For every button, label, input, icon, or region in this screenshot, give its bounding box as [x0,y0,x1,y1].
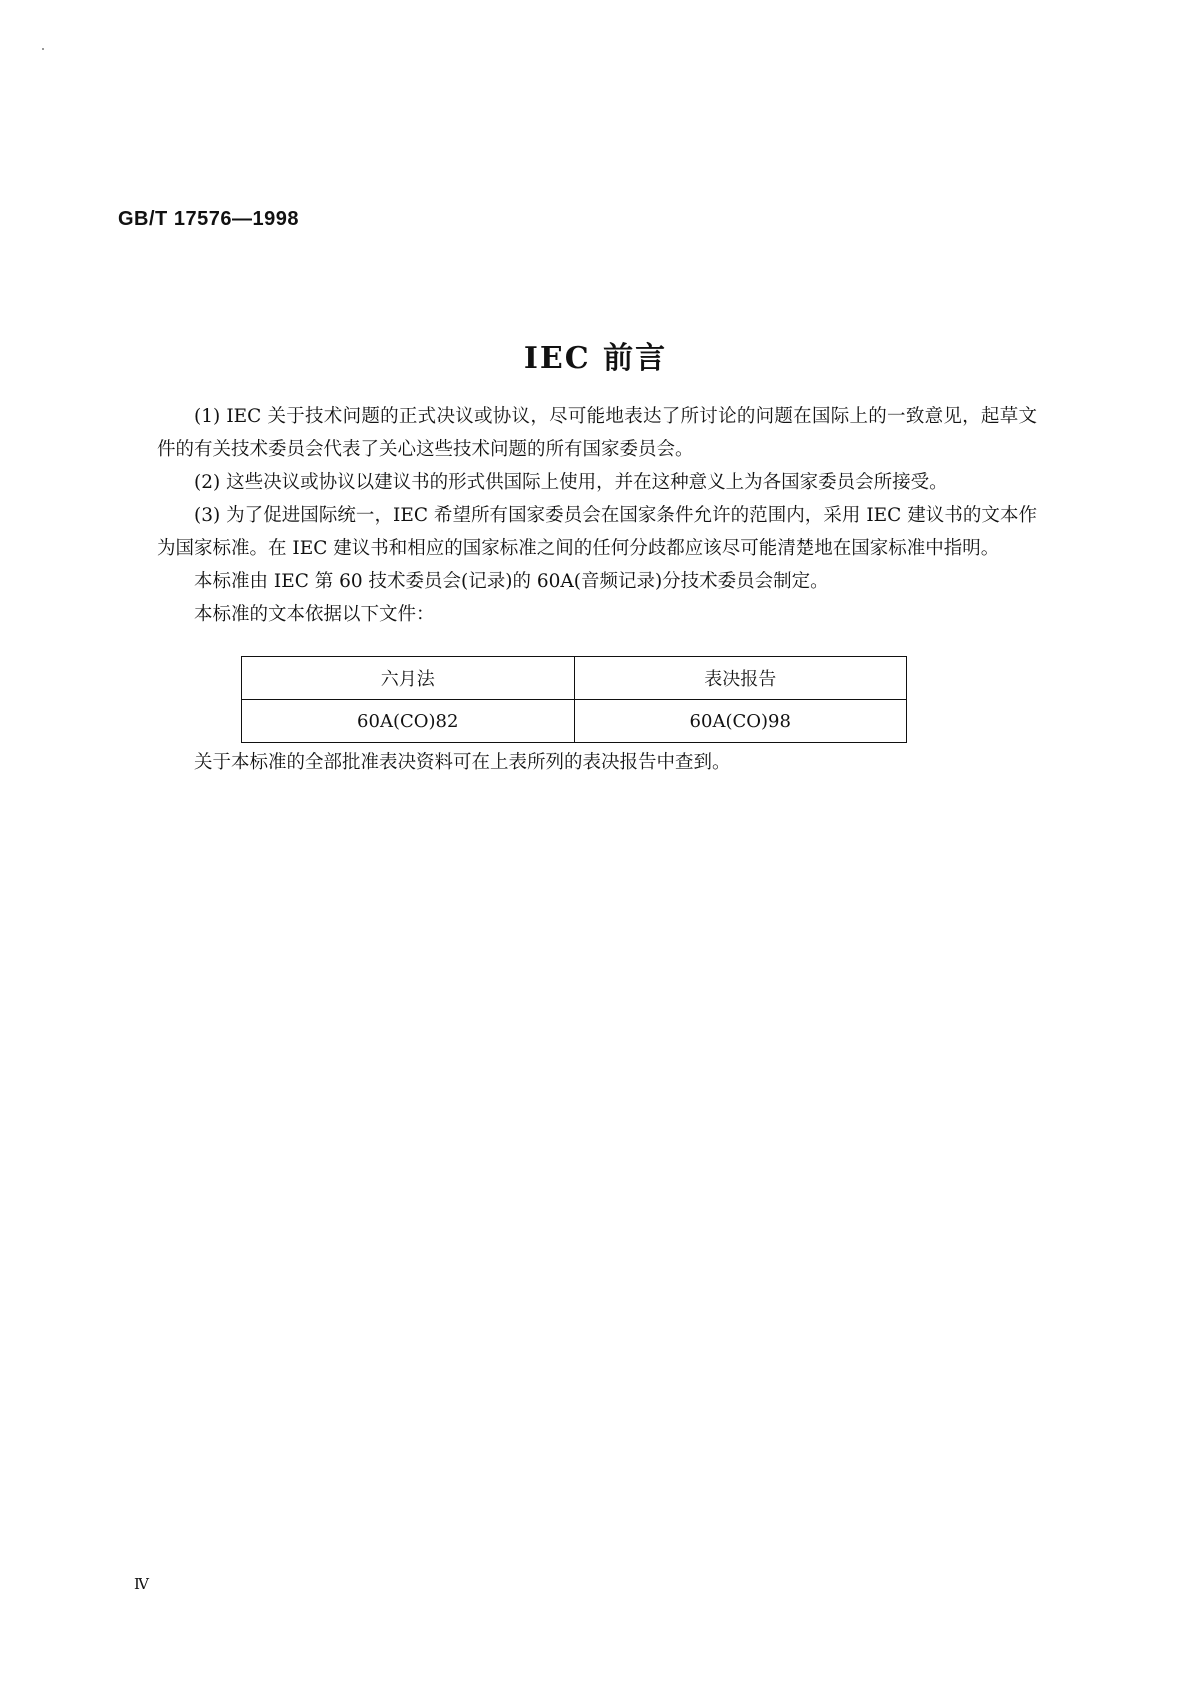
documents-table [241,656,907,743]
closing-paragraph: 关于本标准的全部批准表决资料可在上表所列的表决报告中查到。 [194,752,731,773]
page-number: Ⅳ [134,1575,149,1593]
table-cell: 60A(CO)98 [574,700,907,743]
body-text [157,400,1037,631]
paragraph-3: (3) 为了促进国际统一，IEC 希望所有国家委员会在国家条件允许的范围内，采用 IEC 建议书的文本作为国家标准。在 IEC 建议书和相应的国家标准之间的任何分歧都应该尽可能清楚地在国家标准中指明。 [157,505,1037,559]
table-header-cell: 表决报告 [574,657,907,700]
scan-speck [42,48,44,50]
table-row [242,700,907,743]
paragraph-5: 本标准的文本依据以下文件： [194,604,435,625]
paragraph-2: (2) 这些决议或协议以建议书的形式供国际上使用，并在这种意义上为各国家委员会所接受。 [194,472,948,493]
standard-code: GB/T 17576—1998 [118,208,299,230]
paragraph-1: (1) IEC 关于技术问题的正式决议或协议，尽可能地表达了所讨论的问题在国际上的一致意见，起草文件的有关技术委员会代表了关心这些技术问题的所有国家委员会。 [157,406,1037,460]
page-title: IEC 前言 [523,341,668,376]
table-header-row [242,657,907,700]
table-header-cell: 六月法 [242,657,575,700]
paragraph-4: 本标准由 IEC 第 60 技术委员会(记录)的 60A(音频记录)分技术委员会制定。 [194,571,829,592]
table-cell: 60A(CO)82 [242,700,575,743]
